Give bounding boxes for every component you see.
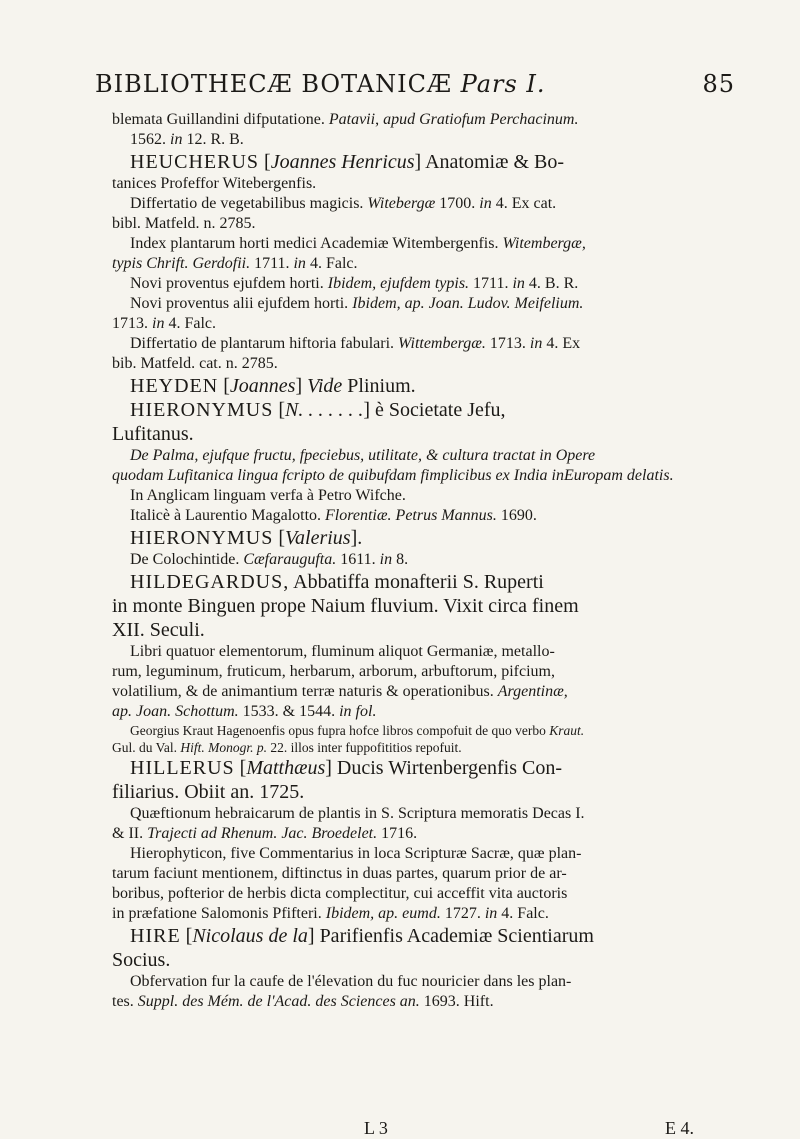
text-line: Italicè à Laurentio Magalotto. Florentiæ. Petrus Mannus. 1690.	[130, 507, 537, 524]
text-line: Novi proventus ejufdem horti. Ibidem, ejufdem typis. 1711. in 4. B. R.	[130, 275, 579, 292]
text-line: Differtatio de plantarum hiftoria fabulari. Wittembergæ. 1713. in 4. Ex	[130, 335, 581, 352]
author-name: HIERONYMUS	[130, 527, 274, 549]
entry-heyden: HEYDEN [Joannes] Vide Plinium.	[130, 375, 416, 397]
author-name: HILLERUS	[130, 757, 235, 779]
entry-hieronymus-n: HIERONYMUS [N. . . . . . .] è Societate Jefu,	[130, 399, 506, 421]
text-line: Libri quatuor elementorum, fluminum aliquot Germaniæ, metallo-	[130, 643, 555, 660]
note-line: Gul. du Val. Hift. Monogr. p. 22. illos inter fuppofititios repofuit.	[112, 740, 462, 755]
text-line: De Palma, ejufque fructu, fpeciebus, utilitate, & cultura tractat in Opere	[130, 447, 596, 464]
signature-mark: L 3	[364, 1118, 388, 1138]
catchword: E 4.	[665, 1118, 694, 1138]
text-line: tes. Suppl. des Mém. de l'Acad. des Sciences an. 1693. Hift.	[112, 993, 494, 1010]
text-line: Lufitanus.	[112, 423, 194, 445]
text-line: Quæftionum hebraicarum de plantis in S. Scriptura memoratis Decas I.	[130, 805, 585, 822]
text-line: 1713. in 4. Falc.	[112, 315, 216, 332]
text-line: 1562. in 12. R. B.	[130, 131, 244, 148]
text-line: Index plantarum horti medici Academiæ Witembergenfis. Witembergæ,	[130, 235, 586, 252]
text-line: bib. Matfeld. cat. n. 2785.	[112, 355, 278, 372]
text-line: Novi proventus alii ejufdem horti. Ibidem, ap. Joan. Ludov. Meifelium.	[130, 295, 584, 312]
text-line: Socius.	[112, 949, 171, 971]
author-name: HILDEGARDUS,	[130, 571, 290, 593]
text-line: in monte Binguen prope Naium fluvium. Vixit circa finem	[112, 595, 579, 617]
page-number: 85	[702, 70, 735, 98]
text-line: typis Chrift. Gerdofii. 1711. in 4. Falc.	[112, 255, 358, 272]
author-name: HEUCHERUS	[130, 151, 260, 173]
text-line: ap. Joan. Schottum. 1533. & 1544. in fol.	[112, 703, 377, 720]
author-name: HIERONYMUS	[130, 399, 274, 421]
text-line: Differtatio de vegetabilibus magicis. Witebergæ 1700. in 4. Ex cat.	[130, 195, 557, 212]
text-line: volatilium, & de animantium terræ naturis & operationibus. Argentinæ,	[112, 683, 568, 700]
text-line: filiarius. Obiit an. 1725.	[112, 781, 305, 803]
running-title: BIBLIOTHECÆ BOTANICÆ	[95, 70, 452, 98]
author-name: HEYDEN	[130, 375, 219, 397]
entry-hire: HIRE [Nicolaus de la] Parifienfis Academiæ Scientiarum	[130, 925, 594, 947]
page-body	[112, 110, 712, 1012]
text-line: blemata Guillandini difputatione. Patavii, apud Gratiofum Perchacinum.	[112, 111, 579, 128]
text-line: Hierophyticon, five Commentarius in loca Scripturæ Sacræ, quæ plan-	[130, 845, 582, 862]
text-line: in præfatione Salomonis Pfifteri. Ibidem, ap. eumd. 1727. in 4. Falc.	[112, 905, 549, 922]
note-line: Georgius Kraut Hagenoenfis opus fupra hofce libros compofuit de quo verbo Kraut.	[130, 723, 585, 738]
text-line: XII. Seculi.	[112, 619, 205, 641]
entry-hillerus: HILLERUS [Matthæus] Ducis Wirtenbergenfis Con-	[130, 757, 562, 779]
entry-hieronymus-valerius: HIERONYMUS [Valerius].	[130, 527, 363, 549]
text-line: Obfervation fur la caufe de l'élevation du fuc nouricier dans les plan-	[130, 973, 572, 990]
text-line: rum, leguminum, fruticum, herbarum, arborum, arbuftorum, pifcium,	[112, 663, 555, 680]
text-line: quodam Lufitanica lingua fcripto de quibufdam fimplicibus ex India inEuropam delatis.	[112, 467, 674, 484]
text-line: tarum faciunt mentionem, diftinctus in duas partes, quarum prior de ar-	[112, 865, 567, 882]
text-line: In Anglicam linguam verfa à Petro Wifche.	[130, 487, 406, 504]
part-label: Pars I.	[460, 70, 546, 98]
text-line: tanices Profeffor Witebergenfis.	[112, 175, 317, 192]
text-line: De Colochintide. Cæfaraugufta. 1611. in 8.	[130, 551, 409, 568]
text-line: bibl. Matfeld. n. 2785.	[112, 215, 256, 232]
author-name: HIRE	[130, 925, 181, 947]
entry-heucherus: HEUCHERUS [Joannes Henricus] Anatomiæ & Bo-	[130, 151, 564, 173]
text-line: & II. Trajecti ad Rhenum. Jac. Broedelet. 1716.	[112, 825, 418, 842]
entry-hildegardus: HILDEGARDUS, Abbatiffa monafterii S. Ruperti	[130, 571, 544, 593]
running-head	[95, 70, 735, 98]
text-line: boribus, pofterior de herbis dicta complectitur, cui acceffit vita auctoris	[112, 885, 568, 902]
